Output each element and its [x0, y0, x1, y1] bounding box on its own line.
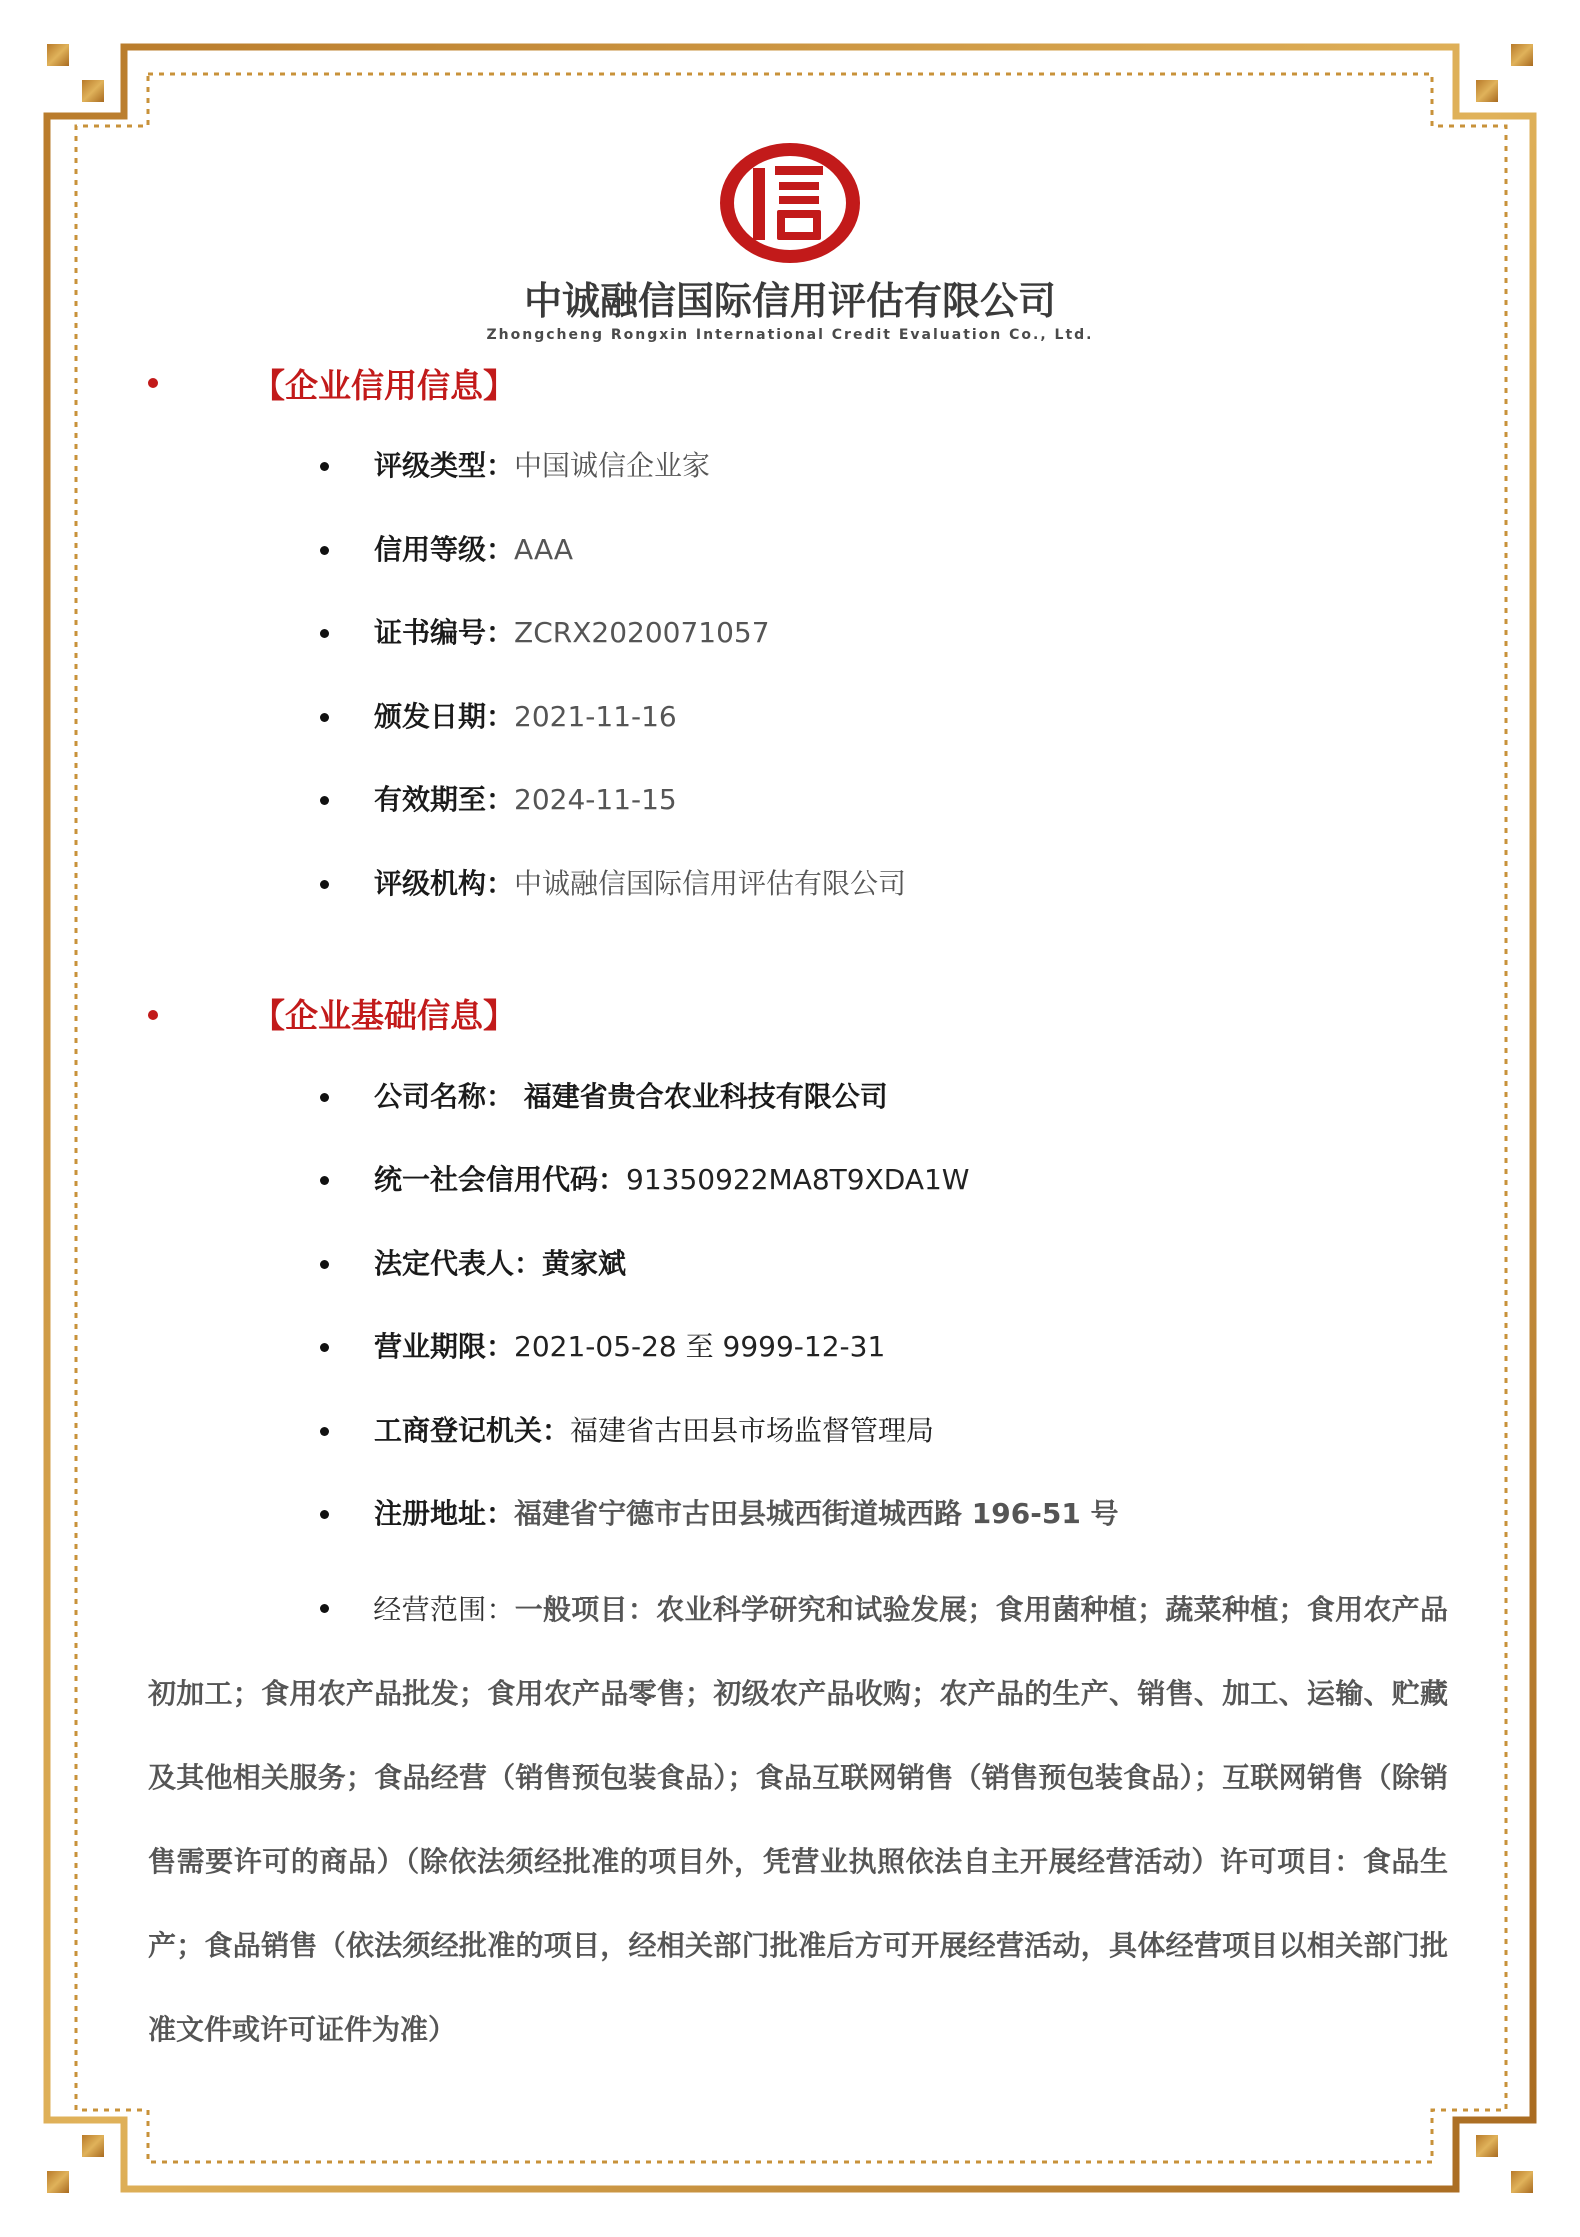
bullet-icon [320, 796, 329, 805]
bullet-icon [320, 713, 329, 722]
business-scope-text: 一般项目：农业科学研究和试验发展；食用菌种植；蔬菜种植；食用农产品初加工；食用农产品批发；食用农产品零售；初级农产品收购；农产品的生产、销售、加工、运输、贮藏及其他相关服务；食品经营（销售预包装食品）；食品互联网销售（销售预包装食品）；互联网销售（除销售需要许可的商品）（除依法须经批准的项目外，凭营业执照依法自主开展经营活动）许可项目：食品生产；食品销售（依法须经批准的项目，经相关部门批准后方可开展经营活动，具体经营项目以相关部门批准文件或许可证件为准） [148, 1593, 1448, 2046]
bullet-icon [320, 1510, 329, 1519]
xin-seal-icon [717, 140, 863, 266]
bullet-icon [320, 1343, 329, 1352]
bullet-icon [320, 1176, 329, 1185]
business-scope-label: 经营范围： [373, 1593, 515, 1626]
bullet-icon [320, 1093, 329, 1102]
bullet-icon [320, 1260, 329, 1269]
section-bullet [148, 378, 158, 388]
bullet-icon [320, 629, 329, 638]
business-scope [148, 1568, 1448, 2072]
company-name-cn: 中诚融信国际信用评估有限公司 [523, 279, 1056, 323]
basic-section-title: 【企业基础信息】 [252, 996, 516, 1035]
bullet-icon [320, 880, 329, 889]
bullet-icon [320, 1427, 329, 1436]
company-name-en: Zhongcheng Rongxin International Credit Evaluation Co., Ltd. [486, 327, 1094, 343]
bullet-icon [320, 1604, 329, 1613]
bullet-icon [320, 546, 329, 555]
bullet-icon [320, 462, 329, 471]
credit-section-title: 【企业信用信息】 [252, 366, 516, 405]
company-logo [0, 140, 1580, 343]
section-bullet [148, 1010, 158, 1020]
